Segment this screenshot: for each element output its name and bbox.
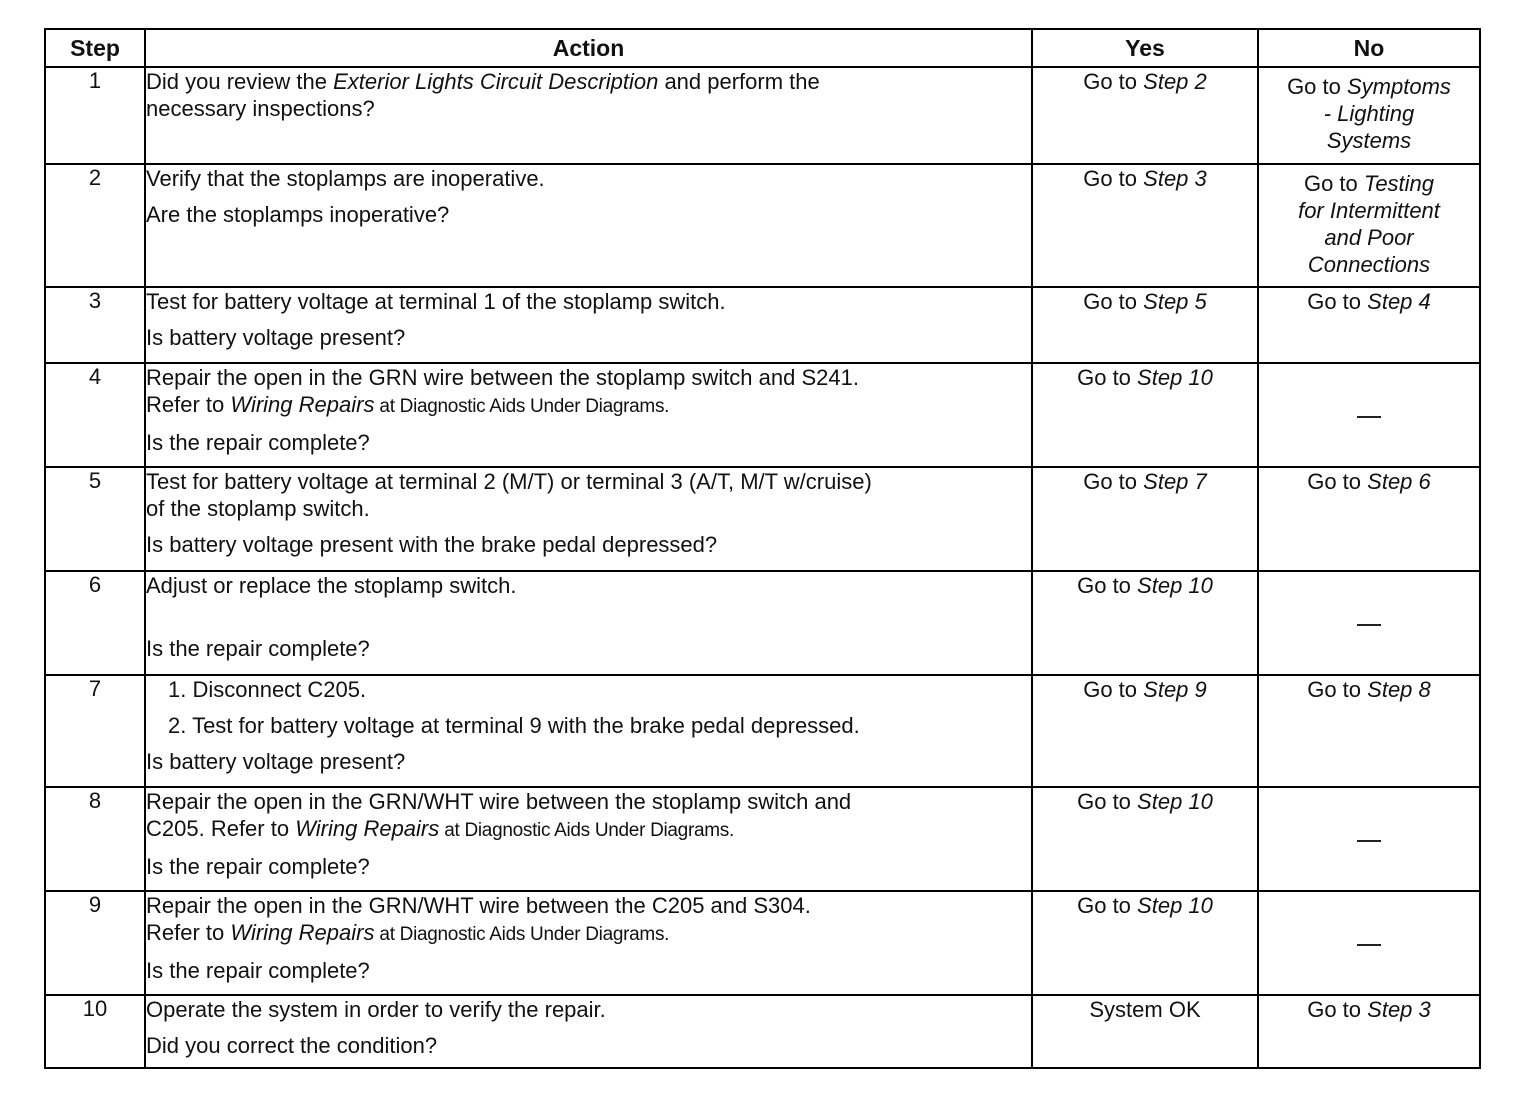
step-number: 10: [45, 995, 145, 1068]
no-target: Step 6: [1367, 469, 1431, 494]
no-prefix: Go to: [1307, 677, 1362, 702]
action-question: Are the stoplamps inoperative?: [146, 202, 450, 227]
numbered-step: 1. Disconnect C205.: [168, 677, 367, 702]
header-yes: Yes: [1032, 29, 1258, 67]
action-text: Test for battery voltage at terminal 2 (M/T) or terminal 3 (A/T, M/T w/cruise): [146, 469, 872, 494]
header-no: No: [1258, 29, 1480, 67]
step-number: 1: [45, 67, 145, 164]
table-row: [45, 67, 1480, 164]
action-question: Is battery voltage present?: [146, 749, 406, 774]
action-question: necessary inspections?: [146, 96, 375, 121]
dash-mark: [1357, 840, 1381, 842]
yes-cell: [1032, 67, 1258, 164]
action-cell: [145, 787, 1032, 891]
yes-prefix: Go to: [1083, 69, 1138, 94]
no-target: for Intermittent: [1298, 198, 1440, 223]
step-number: 3: [45, 287, 145, 363]
dash-mark: [1357, 624, 1381, 626]
action-cell: [145, 287, 1032, 363]
action-text: C205. Refer to: [146, 816, 296, 841]
action-cell: [145, 363, 1032, 467]
no-cell: [1258, 571, 1480, 675]
yes-cell: [1032, 891, 1258, 995]
action-reference: Exterior Lights Circuit Description: [333, 69, 659, 94]
action-text: of the stoplamp switch.: [146, 496, 370, 521]
action-cell: [145, 891, 1032, 995]
action-question: Did you correct the condition?: [146, 1033, 438, 1058]
action-question: Is the repair complete?: [146, 430, 370, 455]
table-row: [45, 164, 1480, 287]
action-question: Is battery voltage present?: [146, 325, 406, 350]
no-target: Step 4: [1367, 289, 1431, 314]
yes-target: Step 3: [1143, 166, 1207, 191]
action-question: Is battery voltage present with the brake pedal depressed?: [146, 532, 718, 557]
no-target: and Poor: [1324, 225, 1414, 250]
action-question: Is the repair complete?: [146, 958, 370, 983]
yes-prefix: Go to: [1083, 469, 1138, 494]
yes-target: Step 10: [1137, 789, 1213, 814]
yes-cell: [1032, 787, 1258, 891]
table-row: [45, 363, 1480, 467]
action-reference: Wiring Repairs: [230, 920, 375, 945]
yes-cell: [1032, 995, 1258, 1068]
action-cell: [145, 67, 1032, 164]
action-cell: [145, 675, 1032, 787]
yes-cell: [1032, 571, 1258, 675]
dash-mark: [1357, 416, 1381, 418]
no-target: Systems: [1326, 128, 1412, 153]
table-row: [45, 571, 1480, 675]
action-text: Operate the system in order to verify the repair.: [146, 997, 606, 1022]
action-text: at Diagnostic Aids Under Diagrams.: [439, 820, 734, 841]
yes-prefix: Go to: [1083, 289, 1138, 314]
diagnostic-table: [44, 28, 1481, 1069]
no-target: Step 8: [1367, 677, 1431, 702]
yes-target: Step 5: [1143, 289, 1207, 314]
no-cell: [1258, 467, 1480, 571]
no-cell: [1258, 675, 1480, 787]
numbered-step: 2. Test for battery voltage at terminal 9 with the brake pedal depressed.: [168, 713, 860, 738]
action-text: Refer to: [146, 920, 231, 945]
dash-mark: [1357, 944, 1381, 946]
header-action: Action: [145, 29, 1032, 67]
no-cell: [1258, 164, 1480, 287]
step-number: 8: [45, 787, 145, 891]
action-question: Is the repair complete?: [146, 854, 370, 879]
no-target: Symptoms: [1347, 74, 1451, 99]
table-row: [45, 787, 1480, 891]
step-number: 5: [45, 467, 145, 571]
yes-target: Step 10: [1137, 573, 1213, 598]
step-number: 2: [45, 164, 145, 287]
action-text: Repair the open in the GRN wire between the stoplamp switch and S241.: [146, 365, 859, 390]
action-text: Adjust or replace the stoplamp switch.: [146, 573, 517, 598]
yes-cell: [1032, 363, 1258, 467]
yes-result: System OK: [1089, 997, 1201, 1022]
action-text: Test for battery voltage at terminal 1 of the stoplamp switch.: [146, 289, 726, 314]
yes-prefix: Go to: [1077, 365, 1131, 390]
yes-prefix: Go to: [1077, 789, 1131, 814]
no-target: Connections: [1307, 252, 1431, 277]
yes-target: Step 2: [1143, 69, 1207, 94]
step-number: 4: [45, 363, 145, 467]
yes-cell: [1032, 287, 1258, 363]
yes-prefix: Go to: [1083, 677, 1138, 702]
table-row: [45, 675, 1480, 787]
no-cell: [1258, 363, 1480, 467]
action-cell: [145, 467, 1032, 571]
action-text: Verify that the stoplamps are inoperative.: [146, 166, 545, 191]
no-cell: [1258, 67, 1480, 164]
yes-prefix: Go to: [1077, 573, 1131, 598]
no-prefix: Go to: [1307, 997, 1362, 1022]
step-number: 7: [45, 675, 145, 787]
yes-cell: [1032, 675, 1258, 787]
no-prefix: Go to: [1307, 469, 1362, 494]
table-row: [45, 995, 1480, 1068]
yes-cell: [1032, 164, 1258, 287]
action-cell: [145, 571, 1032, 675]
action-text: Did you review the: [146, 69, 334, 94]
action-reference: Wiring Repairs: [295, 816, 440, 841]
step-number: 9: [45, 891, 145, 995]
table-row: [45, 467, 1480, 571]
action-question: Is the repair complete?: [146, 636, 370, 661]
step-number: 6: [45, 571, 145, 675]
no-target: - Lighting: [1323, 101, 1415, 126]
header-step: Step: [45, 29, 145, 67]
yes-target: Step 10: [1137, 893, 1213, 918]
yes-prefix: Go to: [1077, 893, 1131, 918]
table-row: [45, 891, 1480, 995]
yes-target: Step 9: [1143, 677, 1207, 702]
header-row: [45, 29, 1480, 67]
action-cell: [145, 995, 1032, 1068]
action-text: at Diagnostic Aids Under Diagrams.: [374, 924, 670, 945]
yes-cell: [1032, 467, 1258, 571]
no-cell: [1258, 995, 1480, 1068]
no-prefix: Go to: [1303, 171, 1358, 196]
yes-target: Step 7: [1143, 469, 1207, 494]
action-text: Repair the open in the GRN/WHT wire between the stoplamp switch and: [146, 789, 852, 814]
no-cell: [1258, 787, 1480, 891]
no-cell: [1258, 287, 1480, 363]
action-cell: [145, 164, 1032, 287]
action-text: Repair the open in the GRN/WHT wire between the C205 and S304.: [146, 893, 811, 918]
no-target: Testing: [1363, 171, 1435, 196]
action-reference: Wiring Repairs: [230, 392, 375, 417]
action-text: Refer to: [146, 392, 231, 417]
no-prefix: Go to: [1287, 74, 1341, 99]
no-cell: [1258, 891, 1480, 995]
action-text: at Diagnostic Aids Under Diagrams.: [374, 396, 670, 417]
yes-prefix: Go to: [1083, 166, 1138, 191]
no-target: Step 3: [1367, 997, 1431, 1022]
action-text: and perform the: [658, 69, 820, 94]
yes-target: Step 10: [1137, 365, 1213, 390]
no-prefix: Go to: [1307, 289, 1362, 314]
table-row: [45, 287, 1480, 363]
